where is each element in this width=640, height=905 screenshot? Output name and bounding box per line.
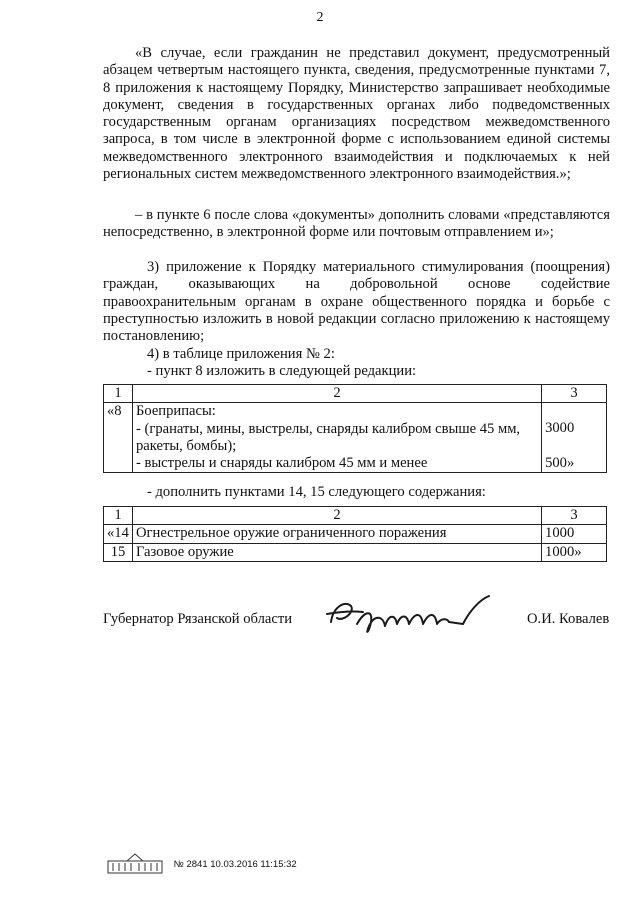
row-number: 15 — [104, 543, 133, 561]
value-large: 3000 — [545, 420, 575, 437]
row-name: Газовое оружие — [132, 543, 541, 561]
ammo-title: Боеприпасы: — [135, 403, 216, 420]
handwritten-signature — [323, 592, 503, 642]
table-row — [104, 543, 607, 561]
table-header-row — [104, 385, 607, 403]
ammo-item-large: - (гранаты, мины, выстрелы, снаряды калибром свыше 45 мм, ракеты, бомбы); — [135, 420, 521, 454]
header-cell: 1 — [104, 385, 133, 403]
row-description — [132, 403, 541, 473]
paragraph-table-intro: 4) в таблице приложения № 2: — [147, 346, 335, 362]
value-small: 500» — [545, 454, 575, 471]
registration-stamp — [107, 853, 297, 875]
building-emblem-icon — [107, 853, 163, 875]
stamp-text: № 2841 10.03.2016 11:15:32 — [173, 858, 297, 870]
header-cell: 3 — [542, 385, 607, 403]
header-cell: 2 — [132, 385, 541, 403]
table-point-8 — [103, 384, 607, 473]
signatory-position: Губернатор Рязанской области — [103, 611, 293, 627]
paragraph-appendix-3: 3) приложение к Порядку материального стимулирования (поощрения) граждан, оказывающих на добровольной основе содействие правоохранительным органам в охране общественного порядка и борьбе с преступностью изложить в новой редакции согласно приложению к настоящему постановлению; — [103, 259, 610, 345]
row-name: Огнестрельное оружие ограниченного поражения — [132, 525, 541, 543]
header-cell: 3 — [542, 507, 607, 525]
paragraph-point-6: – в пункте 6 после слова «документы» дополнить словами «представляются непосредственно, в электронной форме или почтовым отправлением и»; — [103, 207, 610, 241]
header-cell: 1 — [104, 507, 133, 525]
paragraph-point-8: - пункт 8 изложить в следующей редакции: — [147, 363, 417, 379]
row-value: 1000» — [542, 543, 607, 561]
header-cell: 2 — [132, 507, 541, 525]
row-values — [542, 403, 607, 473]
paragraph-quote: «В случае, если гражданин не представил документ, предусмотренный абзацем четвертым настоящего пункта, сведения, предусмотренные пунктами 7, 8 приложения к настоящему Порядку, Министерство запрашивает необходимые документ, сведения в государственных органах либо подведомственных государственным органам организациях посредством межведомственного запроса, в том числе в электронной форме с использованием единой системы межведомственного электронного взаимодействия и подключаемых к ней региональных систем межведомственного электронного взаимодействия.»; — [103, 45, 610, 183]
table-points-14-15 — [103, 506, 607, 562]
table-row — [104, 525, 607, 543]
row-number: «8 — [104, 403, 133, 473]
signatory-name: О.И. Ковалев — [527, 611, 610, 627]
ammo-item-small: - выстрелы и снаряды калибром 45 мм и менее — [135, 455, 428, 472]
table-header-row — [104, 507, 607, 525]
row-number: «14 — [104, 525, 133, 543]
table-row — [104, 403, 607, 473]
page-number: 2 — [316, 10, 324, 25]
row-value: 1000 — [542, 525, 607, 543]
paragraph-add-points: - дополнить пунктами 14, 15 следующего содержания: — [147, 484, 486, 500]
